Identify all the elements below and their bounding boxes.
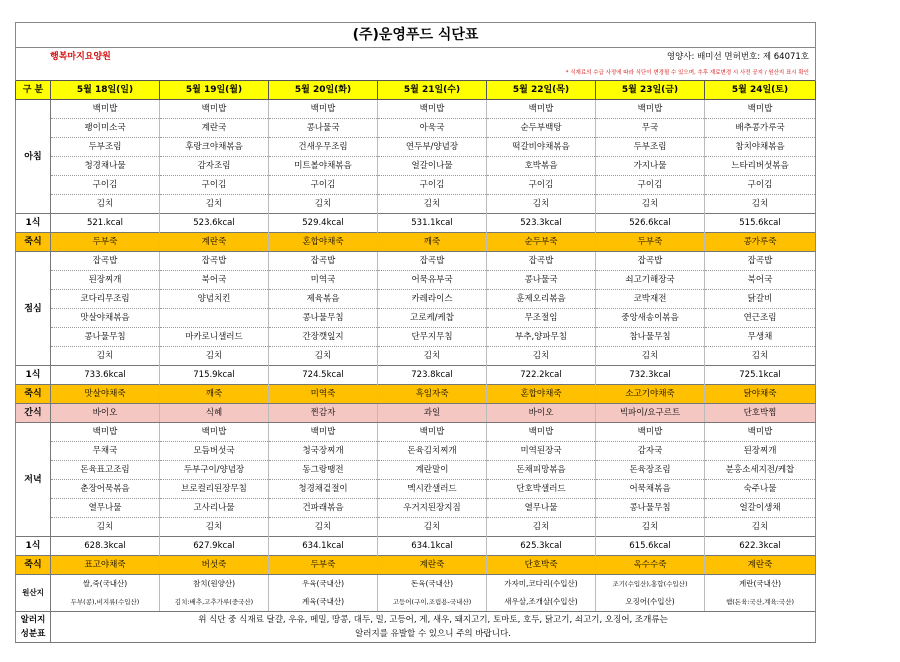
origin-item: 새우살,조개살(수입산) [487, 593, 596, 612]
kcal-value: 634.1kcal [378, 537, 487, 556]
kcal-value: 531.1kcal [378, 214, 487, 233]
menu-item: 김치 [51, 347, 160, 366]
breakfast-row [16, 100, 816, 119]
menu-item: 참나물무침 [596, 328, 705, 347]
menu-item: 백미밥 [378, 423, 487, 442]
snack-item: 빅파이/요구르트 [596, 404, 705, 423]
menu-item: 김치 [705, 347, 816, 366]
porridge-label: 죽식 [16, 233, 51, 252]
menu-item: 건새우무조림 [269, 138, 378, 157]
menu-item: 백미밥 [596, 423, 705, 442]
lunch-row [16, 271, 816, 290]
origin-item: 김치:배추,고추가루(중국산) [160, 593, 269, 612]
menu-item: 무국 [596, 119, 705, 138]
menu-item: 돈육김치찌개 [378, 442, 487, 461]
menu-item: 백미밥 [51, 100, 160, 119]
menu-item: 떡갈비야채볶음 [487, 138, 596, 157]
origin-item: 참치(원양산) [160, 575, 269, 594]
kcal-value: 526.6kcal [596, 214, 705, 233]
kcal-value: 724.5kcal [269, 366, 378, 385]
menu-item: 코박재전 [596, 290, 705, 309]
snack-item: 과일 [378, 404, 487, 423]
breakfast-row [16, 157, 816, 176]
origin-item: 햄(돈육:국산,계육:국산) [705, 593, 816, 612]
day-header: 5월 19일(월) [160, 81, 269, 100]
dinner-label: 저녁 [16, 423, 51, 537]
porridge-item: 계란죽 [378, 556, 487, 575]
day-header: 5월 22일(목) [487, 81, 596, 100]
menu-item: 김치 [487, 195, 596, 214]
lunch-kcal-row [16, 366, 816, 385]
menu-item: 북어국 [160, 271, 269, 290]
menu-item: 잡곡밥 [51, 252, 160, 271]
kcal-value: 723.8kcal [378, 366, 487, 385]
porridge-item: 두부죽 [51, 233, 160, 252]
menu-item: 미트볼야채볶음 [269, 157, 378, 176]
menu-item: 김치 [51, 518, 160, 537]
kcal-value: 627.9kcal [160, 537, 269, 556]
kcal-value: 725.1kcal [705, 366, 816, 385]
origin-item: 쌀,죽(국내산) [51, 575, 160, 594]
menu-item: 동그랑땡전 [269, 461, 378, 480]
menu-item: 무조절임 [487, 309, 596, 328]
menu-item: 콩나물국 [487, 271, 596, 290]
menu-item: 콩나물무침 [269, 309, 378, 328]
porridge-item: 옥수수죽 [596, 556, 705, 575]
lunch-row [16, 252, 816, 271]
menu-item: 청경채겉절이 [269, 480, 378, 499]
menu-item: 김치 [705, 518, 816, 537]
porridge-item: 소고기야채죽 [596, 385, 705, 404]
lunch-row [16, 290, 816, 309]
kcal-value: 622.3kcal [705, 537, 816, 556]
menu-item: 맛살야채볶음 [51, 309, 160, 328]
menu-item: 김치 [378, 195, 487, 214]
origin-item: 가자미,코다리(수입산) [487, 575, 596, 594]
origin-item: 조기(수입산),홍합(수입산) [596, 575, 705, 594]
menu-item: 건파래볶음 [269, 499, 378, 518]
snack-item: 바이오 [51, 404, 160, 423]
day-header: 5월 20일(화) [269, 81, 378, 100]
menu-item [160, 309, 269, 328]
day-header: 5월 21일(수) [378, 81, 487, 100]
menu-item: 청경채나물 [51, 157, 160, 176]
page-title: (주)운영푸드 식단표 [16, 23, 816, 48]
menu-item: 김치 [487, 347, 596, 366]
dinner-row [16, 499, 816, 518]
menu-item: 백미밥 [160, 423, 269, 442]
menu-item: 돈채피망볶음 [487, 461, 596, 480]
menu-item: 김치 [596, 518, 705, 537]
menu-item: 멕시칸샐러드 [378, 480, 487, 499]
porridge-label: 죽식 [16, 385, 51, 404]
porridge-item: 표고야채죽 [51, 556, 160, 575]
menu-item: 김치 [160, 195, 269, 214]
menu-item: 콩나물무침 [596, 499, 705, 518]
porridge-item: 혼합야채죽 [269, 233, 378, 252]
kcal-value: 615.6kcal [596, 537, 705, 556]
menu-item: 감자조림 [160, 157, 269, 176]
menu-item: 카레라이스 [378, 290, 487, 309]
menu-item: 고로케/케찹 [378, 309, 487, 328]
menu-item: 제육볶음 [269, 290, 378, 309]
menu-item: 열무나물 [51, 499, 160, 518]
menu-item: 잡곡밥 [378, 252, 487, 271]
kcal-value: 634.1kcal [269, 537, 378, 556]
menu-item: 김치 [378, 518, 487, 537]
menu-item: 김치 [596, 347, 705, 366]
menu-item: 두부구이/양념장 [160, 461, 269, 480]
origin-row [16, 593, 816, 612]
dinner-row [16, 461, 816, 480]
menu-item: 구이김 [160, 176, 269, 195]
menu-item: 잡곡밥 [487, 252, 596, 271]
porridge-item: 순두부죽 [487, 233, 596, 252]
dinner-row [16, 442, 816, 461]
kcal-value: 515.6kcal [705, 214, 816, 233]
porridge-item: 닭야채죽 [705, 385, 816, 404]
menu-item: 잡곡밥 [269, 252, 378, 271]
breakfast-row [16, 138, 816, 157]
menu-item: 두부조림 [51, 138, 160, 157]
facility-name: 행복마지요양원 [16, 48, 378, 67]
menu-item: 무생채 [705, 328, 816, 347]
lunch-label: 점심 [16, 252, 51, 366]
menu-item: 열무나물 [487, 499, 596, 518]
menu-item: 구이김 [51, 176, 160, 195]
notice-text: * 식재료의 수급 사정에 따라 식단이 변경될 수 있으며, 추후 재료변경 시 사전 공지 / 원산지 표시 확인 [16, 66, 816, 81]
snack-item: 바이오 [487, 404, 596, 423]
porridge-item: 계란죽 [160, 233, 269, 252]
menu-table [15, 22, 816, 643]
menu-item: 백미밥 [487, 423, 596, 442]
menu-item: 김치 [160, 518, 269, 537]
menu-item: 구이김 [269, 176, 378, 195]
dinner-porridge-row [16, 556, 816, 575]
menu-item: 잡곡밥 [596, 252, 705, 271]
menu-item: 잡곡밥 [160, 252, 269, 271]
menu-item: 김치 [269, 518, 378, 537]
allergy-row [16, 612, 816, 643]
menu-item: 아욱국 [378, 119, 487, 138]
menu-item: 김치 [269, 347, 378, 366]
origin-label: 원산지 [16, 575, 51, 612]
allergy-label [16, 612, 51, 643]
breakfast-row [16, 176, 816, 195]
menu-item: 청국장찌개 [269, 442, 378, 461]
day-header-row [16, 81, 816, 100]
menu-item: 구이김 [705, 176, 816, 195]
breakfast-row [16, 195, 816, 214]
menu-sheet [15, 22, 885, 643]
menu-item: 김치 [269, 195, 378, 214]
menu-item: 구이김 [596, 176, 705, 195]
kcal-value: 733.6kcal [51, 366, 160, 385]
menu-item: 순두부백탕 [487, 119, 596, 138]
menu-item: 춘장어묵볶음 [51, 480, 160, 499]
origin-item: 돈육(국내산) [378, 575, 487, 594]
one-meal-label: 1식 [16, 366, 51, 385]
menu-item: 백미밥 [160, 100, 269, 119]
menu-item: 백미밥 [705, 423, 816, 442]
kcal-value: 628.3kcal [51, 537, 160, 556]
lunch-porridge-row [16, 385, 816, 404]
menu-item: 백미밥 [51, 423, 160, 442]
menu-item: 김치 [705, 195, 816, 214]
menu-item: 김치 [487, 518, 596, 537]
menu-item: 백미밥 [596, 100, 705, 119]
menu-item: 후랑크야채볶음 [160, 138, 269, 157]
allergy-text-line: 위 식단 중 식재료 달걀, 우유, 메밀, 땅콩, 대두, 밀, 고등어, 게, 새우, 돼지고기, 토마토, 호두, 닭고기, 쇠고기, 오징어, 조개류는 [198, 615, 668, 625]
menu-item: 쇠고기해장국 [596, 271, 705, 290]
menu-item: 마카로니샐러드 [160, 328, 269, 347]
menu-item: 고사리나물 [160, 499, 269, 518]
origin-item: 계육(국내산) [269, 593, 378, 612]
menu-item: 계란말이 [378, 461, 487, 480]
kcal-value: 715.9kcal [160, 366, 269, 385]
allergy-notice [51, 612, 816, 643]
menu-item: 간장깻잎지 [269, 328, 378, 347]
menu-item: 잡곡밥 [705, 252, 816, 271]
menu-item: 어묵채볶음 [596, 480, 705, 499]
dinner-row [16, 480, 816, 499]
day-header: 5월 18일(일) [51, 81, 160, 100]
breakfast-porridge-row [16, 233, 816, 252]
origin-item: 고등어(구이,조림용-국내산) [378, 593, 487, 612]
menu-item: 된장찌개 [705, 442, 816, 461]
menu-item: 백미밥 [378, 100, 487, 119]
allergy-label-line: 알러지 [20, 615, 46, 625]
menu-item: 돈육장조림 [596, 461, 705, 480]
origin-item: 오징어(수입산) [596, 593, 705, 612]
kcal-value: 521.kcal [51, 214, 160, 233]
menu-item: 모듬버섯국 [160, 442, 269, 461]
snack-item: 단호박찜 [705, 404, 816, 423]
menu-item: 훈제오리볶음 [487, 290, 596, 309]
menu-table-body [16, 23, 816, 643]
menu-item: 연근조림 [705, 309, 816, 328]
origin-item: 두부(콩),비지류(수입산) [51, 593, 160, 612]
porridge-item: 깨죽 [160, 385, 269, 404]
allergy-label-line: 성분표 [20, 629, 46, 639]
menu-item: 배추콩가루국 [705, 119, 816, 138]
snack-item: 식혜 [160, 404, 269, 423]
menu-item: 김치 [596, 195, 705, 214]
dinner-kcal-row [16, 537, 816, 556]
header-label: 구 분 [16, 81, 51, 100]
menu-item: 백미밥 [269, 423, 378, 442]
menu-item: 어묵유부국 [378, 271, 487, 290]
menu-item: 느타리버섯볶음 [705, 157, 816, 176]
lunch-row [16, 347, 816, 366]
menu-item: 브로컬리된장무침 [160, 480, 269, 499]
porridge-item: 미역죽 [269, 385, 378, 404]
kcal-value: 529.4kcal [269, 214, 378, 233]
menu-item: 코다리무조림 [51, 290, 160, 309]
dinner-row [16, 518, 816, 537]
porridge-item: 흑임자죽 [378, 385, 487, 404]
porridge-item: 콩가루죽 [705, 233, 816, 252]
menu-item: 북어국 [705, 271, 816, 290]
origin-item: 계란(국내산) [705, 575, 816, 594]
menu-item: 분홍소세지전/케찹 [705, 461, 816, 480]
menu-item: 양념치킨 [160, 290, 269, 309]
menu-item: 부추,양파무침 [487, 328, 596, 347]
breakfast-row [16, 119, 816, 138]
menu-item: 무채국 [51, 442, 160, 461]
menu-item: 감자국 [596, 442, 705, 461]
menu-item: 백미밥 [269, 100, 378, 119]
porridge-item: 두부죽 [269, 556, 378, 575]
menu-item: 가지나물 [596, 157, 705, 176]
lunch-row [16, 328, 816, 347]
menu-item: 얼갈이나물 [378, 157, 487, 176]
porridge-item: 혼합야채죽 [487, 385, 596, 404]
porridge-label: 죽식 [16, 556, 51, 575]
menu-item: 백미밥 [705, 100, 816, 119]
menu-item: 된장찌개 [51, 271, 160, 290]
day-header: 5월 24일(토) [705, 81, 816, 100]
menu-item: 참치야채볶음 [705, 138, 816, 157]
menu-item: 백미밥 [487, 100, 596, 119]
kcal-value: 732.3kcal [596, 366, 705, 385]
menu-item: 미역국 [269, 271, 378, 290]
menu-item: 돈육표고조림 [51, 461, 160, 480]
snack-item: 찐감자 [269, 404, 378, 423]
menu-item: 콩나물국 [269, 119, 378, 138]
menu-item: 얼갈이생채 [705, 499, 816, 518]
menu-item: 연두부/양념장 [378, 138, 487, 157]
origin-item: 우육(국내산) [269, 575, 378, 594]
menu-item: 구이김 [487, 176, 596, 195]
menu-item: 호박볶음 [487, 157, 596, 176]
one-meal-label: 1식 [16, 214, 51, 233]
one-meal-label: 1식 [16, 537, 51, 556]
kcal-value: 722.2kcal [487, 366, 596, 385]
menu-item: 구이김 [378, 176, 487, 195]
porridge-item: 맛살야채죽 [51, 385, 160, 404]
menu-item: 숙주나물 [705, 480, 816, 499]
porridge-item: 단호박죽 [487, 556, 596, 575]
kcal-value: 523.3kcal [487, 214, 596, 233]
dinner-row [16, 423, 816, 442]
menu-item: 팽이미소국 [51, 119, 160, 138]
breakfast-kcal-row [16, 214, 816, 233]
snack-row [16, 404, 816, 423]
menu-item: 콩나물무침 [51, 328, 160, 347]
menu-item: 김치 [378, 347, 487, 366]
menu-item: 두부조림 [596, 138, 705, 157]
menu-item: 닭갈비 [705, 290, 816, 309]
day-header: 5월 23일(금) [596, 81, 705, 100]
snack-label: 간식 [16, 404, 51, 423]
menu-item: 계란국 [160, 119, 269, 138]
menu-item: 단호박샐러드 [487, 480, 596, 499]
porridge-item: 깨죽 [378, 233, 487, 252]
menu-item: 김치 [160, 347, 269, 366]
nutritionist-info: 영양사: 배미선 면허번호: 제 64071호 [378, 48, 816, 67]
menu-item: 우거지된장지짐 [378, 499, 487, 518]
porridge-item: 버섯죽 [160, 556, 269, 575]
breakfast-label: 아침 [16, 100, 51, 214]
kcal-value: 625.3kcal [487, 537, 596, 556]
porridge-item: 계란죽 [705, 556, 816, 575]
kcal-value: 523.6kcal [160, 214, 269, 233]
porridge-item: 두부죽 [596, 233, 705, 252]
allergy-text-line: 알러지를 유발할 수 있으니 주의 바랍니다. [355, 629, 511, 639]
lunch-row [16, 309, 816, 328]
menu-item: 중앙새송이볶음 [596, 309, 705, 328]
menu-item: 미역된장국 [487, 442, 596, 461]
menu-item: 단무지무침 [378, 328, 487, 347]
menu-item: 김치 [51, 195, 160, 214]
origin-row [16, 575, 816, 594]
